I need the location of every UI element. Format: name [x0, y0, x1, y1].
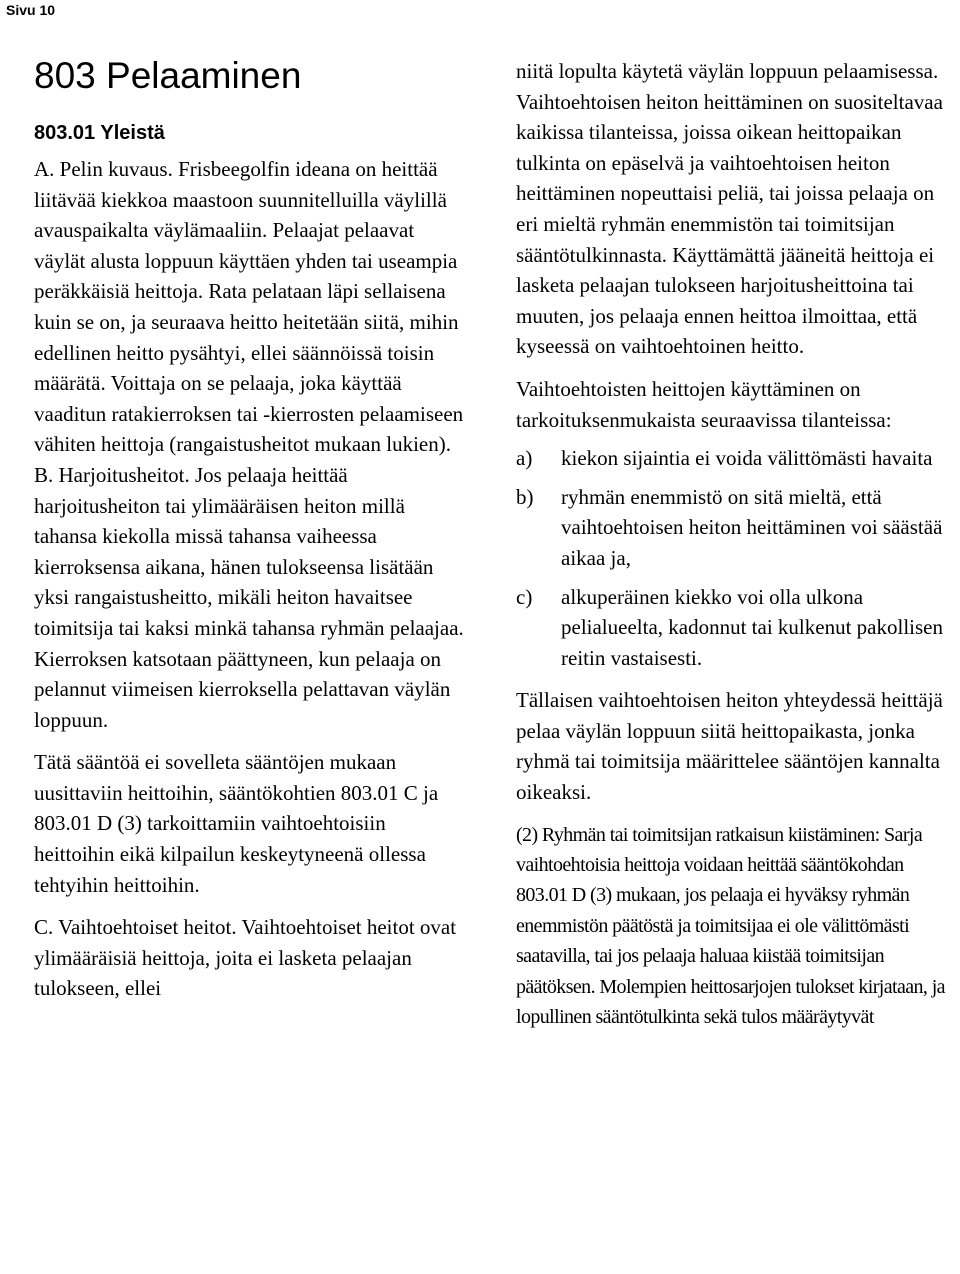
- list-item: [516, 482, 956, 574]
- paragraph-continued: niitä lopulta käytetä väylän loppuun pelaamisessa. Vaihtoehtoisen heiton heittäminen on suositeltavaa kaikissa tilanteissa, joissa oikean heittopaikan tulkinta on epäselvä ja vaihtoehtoisen heiton heittäminen nopeuttaisi peliä, tai joissa pelaaja on eri mieltä ryhmän enemmistön tai toimitsijan sääntötulkinnasta. Käyttämättä jääneitä heittoja ei lasketa pelaajan tulokseen harjoitusheittoina tai muuten, jos pelaaja ennen heittoa ilmoittaa, että kyseessä on vaihtoehtoinen heitto.: [516, 59, 943, 359]
- list-text: ryhmän enemmistö on sitä mieltä, että vaihtoehtoisen heiton heittäminen voi säästää aikaa ja,: [561, 484, 943, 570]
- paragraph-intro: Vaihtoehtoisten heittojen käyttäminen on tarkoituksenmukaista seuraavissa tilanteissa:: [516, 376, 892, 432]
- list-marker: b): [516, 484, 534, 509]
- section-heading: 803.01 Yleistä: [34, 122, 165, 144]
- right-column: [516, 56, 956, 1033]
- paragraph-c: C. Vaihtoehtoiset heitot. Vaihtoehtoiset heitot ovat ylimääräisiä heittoja, joita ei lasketa pelaajan tulokseen, ellei: [34, 915, 457, 1001]
- list-item: [516, 582, 956, 674]
- list-marker: a): [516, 446, 533, 471]
- paragraph-b: B. Harjoitusheitot. Jos pelaaja heittää harjoitusheiton tai ylimääräisen heiton millä tahansa kiekolla missä tahansa vaiheessa kierroksensa aikana, hänen tulokseensa lisätään yksi rangaistusheitto, mikäli heiton havaitsee toimitsija tai kaksi minkä tahansa ryhmän pelaajaa. Kierroksen katsotaan päättyneen, kun pelaaja on pelannut viimeisen kierroksella pelattavan väylän loppuun.: [34, 462, 464, 732]
- situations-list: [516, 443, 956, 673]
- paragraph-after-list: Tällaisen vaihtoehtoisen heiton yhteydessä heittäjä pelaa väylän loppuun siitä heittopaikasta, jonka ryhmä tai toimitsija määrittelee sääntöjen kannalta oikeaksi.: [516, 688, 943, 805]
- list-text: alkuperäinen kiekko voi olla ulkona pelialueelta, kadonnut tai kulkenut pakollisen reitin vastaisesti.: [561, 584, 943, 670]
- page-number: Sivu 10: [6, 2, 56, 18]
- page-title: 803 Pelaaminen: [34, 55, 302, 96]
- paragraph-a: A. Pelin kuvaus. Frisbeegolfin ideana on heittää liitävää kiekkoa maastoon suunnitelluilla väylillä avauspaikalta väylämaaliin. Pelaajat pelaavat väylät alusta loppuun käyttäen yhden tai useampia peräkkäisiä heittoja. Rata pelataan läpi sellaisena kuin se on, ja seuraava heitto heitetään siitä, mihin edellinen heitto pysähtyi, ellei säännöissä toisin määrätä. Voittaja on se pelaaja, joka käyttää vaaditun ratakierroksen tai -kierrosten pelaamiseen vähiten heittoja (rangaistusheitot mukaan lukien).: [34, 157, 464, 457]
- list-marker: c): [516, 584, 533, 609]
- paragraph-note: Tätä sääntöä ei sovelleta sääntöjen mukaan uusittaviin heittoihin, sääntökohtien 803.01 C ja 803.01 D (3) tarkoittamiin vaihtoehtoisiin heittoihin eikä kilpailun keskeytyneenä ollessa tehtyihin heittoihin.: [34, 750, 439, 897]
- paragraph-2: (2) Ryhmän tai toimitsijan ratkaisun kiistäminen: Sarja vaihtoehtoisia heittoja voidaan heittää sääntökohdan 803.01 D (3) mukaan, jos pelaaja ei hyväksy ryhmän enemmistön päätöstä ja toimitsijaa ei ole välittömästi saatavilla, tai jos pelaaja haluaa kiistää toimitsijan päätöksen. Molempien heittosarjojen tulokset kirjataan, ja lopullinen sääntötulkinta sekä tulos määräytyvät: [516, 823, 945, 1029]
- list-item: [516, 443, 956, 474]
- list-text: kiekon sijaintia ei voida välittömästi havaita: [561, 446, 933, 471]
- left-column: [34, 154, 464, 1004]
